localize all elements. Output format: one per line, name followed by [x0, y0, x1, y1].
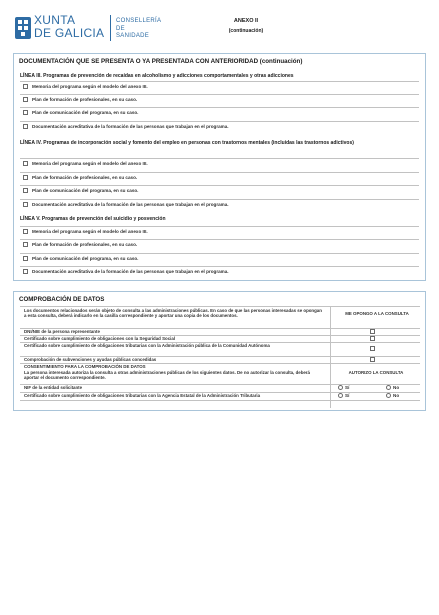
- doc-item-label: Memoria del programa según el modelo del anexo III.: [32, 161, 148, 166]
- doc-row: [20, 239, 419, 249]
- logo-text-consellaria: CONSELLERÍA: [116, 18, 162, 24]
- doc-item-label: Memoria del programa según el modelo del anexo III.: [32, 229, 148, 234]
- annex-title: ANEXO II: [233, 18, 259, 24]
- doc-item-label: Plan de formación de profesionales, en su caso.: [32, 242, 138, 247]
- checkbox[interactable]: [23, 229, 28, 234]
- doc-row: [20, 185, 419, 195]
- doc-row: [20, 172, 419, 182]
- authorize-no-radio[interactable]: [386, 393, 391, 398]
- no-label: No: [393, 385, 400, 390]
- line-v-heading: LÍNEA V. Programas de prevención del suicidio y posvención: [20, 216, 166, 222]
- authorize-column-header: AUTORIZO LA CONSULTA: [348, 370, 404, 375]
- doc-item-label: Memoria del programa según el modelo del anexo III.: [32, 84, 148, 89]
- doc-item-label: Plan de formación de profesionales, en su caso.: [32, 175, 138, 180]
- authorize-yes-radio[interactable]: [338, 385, 343, 390]
- checkbox[interactable]: [23, 256, 28, 261]
- oppose-checkbox[interactable]: [370, 336, 375, 341]
- oppose-checkbox[interactable]: [370, 357, 375, 362]
- checkbox[interactable]: [23, 124, 28, 129]
- yes-label: Sí: [345, 385, 350, 390]
- annex-subtitle: (continuación): [228, 28, 264, 34]
- checkbox[interactable]: [23, 110, 28, 115]
- doc-row: [20, 199, 419, 209]
- checkbox[interactable]: [23, 188, 28, 193]
- doc-item-label: Plan de comunicación del programa, en su caso.: [32, 188, 139, 193]
- yes-label: Sí: [345, 393, 350, 398]
- logo-text-galicia: DE GALICIA: [34, 26, 105, 40]
- oppose-item-label: Certificado sobre cumplimiento de obligaciones con la Seguridad Social: [24, 336, 176, 341]
- verification-intro: Los documentos relacionados serán objeto de consulta a las administraciones públicas. En caso de que las personas interesadas se opongan a esta consulta, deberá indicarlo en la casilla correspondiente y aportar una copia de los documentos.: [24, 308, 322, 319]
- checkbox[interactable]: [23, 161, 28, 166]
- data-verification-title: COMPROBACIÓN DE DATOS: [19, 296, 105, 303]
- galicia-emblem-icon: [14, 16, 32, 40]
- doc-item-label: Documentación acreditativa de la formación de las personas que trabajan en el programa.: [32, 202, 229, 207]
- table-rule: [20, 306, 420, 307]
- table-rule: [20, 400, 420, 401]
- checkbox[interactable]: [23, 175, 28, 180]
- data-verification-section: [13, 291, 426, 411]
- doc-row: [20, 226, 419, 236]
- doc-row: [20, 253, 419, 263]
- oppose-column-header: ME OPONGO A LA CONSULTA: [345, 311, 409, 316]
- doc-item-label: Plan de comunicación del programa, en su caso.: [32, 110, 139, 115]
- oppose-item-label: DNI/NIE de la persona representante: [24, 329, 100, 334]
- checkbox[interactable]: [23, 84, 28, 89]
- doc-row: [20, 158, 419, 168]
- doc-row: [20, 107, 419, 117]
- doc-row: [20, 81, 419, 91]
- checkbox[interactable]: [23, 202, 28, 207]
- doc-item-label: Plan de formación de profesionales, en su caso.: [32, 97, 138, 102]
- line-iv-heading: LÍNEA IV. Programas de incorporación social y fomento del empleo en personas con trastornos mentales (incluidas las trastornos adictivos): [20, 140, 354, 146]
- documentation-section: [13, 53, 426, 281]
- doc-row: [20, 266, 419, 276]
- doc-item-label: Documentación acreditativa de la formación de las personas que trabajan en el programa.: [32, 124, 229, 129]
- authorize-yes-radio[interactable]: [338, 393, 343, 398]
- oppose-item-label: Certificado sobre cumplimiento de obligaciones tributarias con la Administración pública de la Comunidad Autónoma: [24, 343, 270, 348]
- oppose-item-label: Comprobación de subvenciones y ayudas públicas concedidas: [24, 357, 157, 362]
- consent-title: CONSENTIMIENTO PARA LA COMPROBACIÓN DE DATOS: [24, 364, 146, 369]
- xunta-logo: [14, 12, 162, 46]
- page-header: [14, 12, 426, 48]
- doc-item-label: Documentación acreditativa de la formación de las personas que trabajan en el programa.: [32, 269, 229, 274]
- authorize-item-label: NIF de la entidad solicitante: [24, 385, 83, 390]
- checkbox[interactable]: [23, 97, 28, 102]
- line-iii-heading: LÍNEA III. Programas de prevención de recaídas en alcoholismo y adicciones comportamentales y otras adicciones: [20, 73, 294, 79]
- logo-text-sanidade: DE SANIDADE: [116, 26, 150, 39]
- doc-item-label: Plan de comunicación del programa, en su caso.: [32, 256, 139, 261]
- checkbox[interactable]: [23, 269, 28, 274]
- authorize-no-radio[interactable]: [386, 385, 391, 390]
- authorize-item-label: Certificado sobre cumplimiento de obligaciones tributarias con la Agencia Estatal de la Administración Tributaria: [24, 393, 261, 398]
- documentation-title: DOCUMENTACIÓN QUE SE PRESENTA O YA PRESENTADA CON ANTERIORIDAD (continuación): [19, 58, 303, 65]
- consent-text: La persona interesada autoriza la consulta a otras administraciones públicas de los siguientes datos. De no autorizar la consulta, deberá aportar el documento correspondiente.: [24, 370, 310, 381]
- oppose-checkbox[interactable]: [370, 329, 375, 334]
- no-label: No: [393, 393, 400, 398]
- doc-row: [20, 94, 419, 104]
- logo-text-xunta: XUNTA: [34, 13, 76, 27]
- doc-row: [20, 121, 419, 131]
- checkbox[interactable]: [23, 242, 28, 247]
- logo-divider: [110, 15, 111, 41]
- oppose-checkbox[interactable]: [370, 346, 375, 351]
